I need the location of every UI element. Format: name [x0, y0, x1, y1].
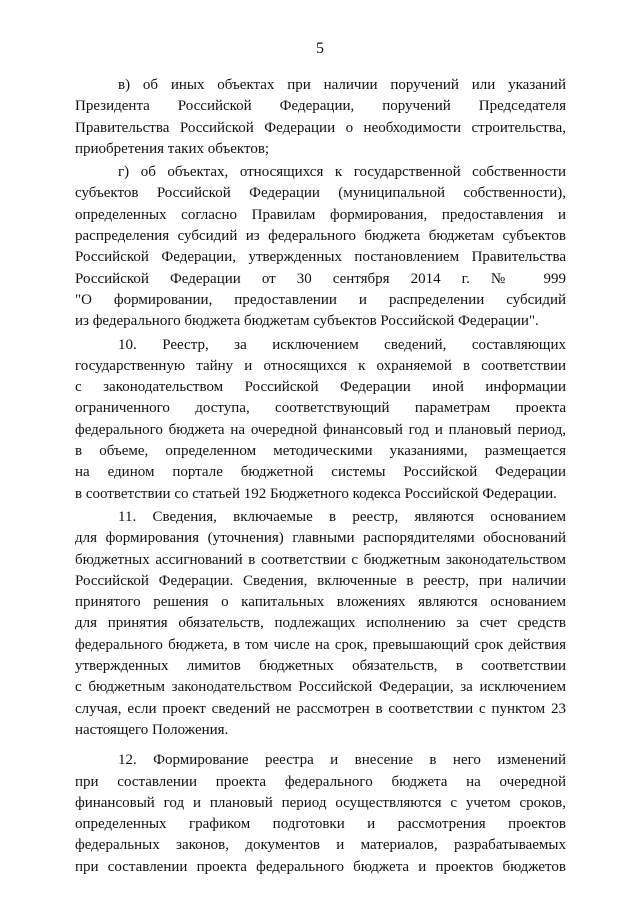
text-line: федеральных законов, документов и материалов, разрабатываемых [75, 837, 566, 854]
text-line: определенных графиком подготовки и рассмотрения проектов [75, 816, 566, 833]
text-line: утвержденных лимитов бюджетных обязательств, в соответствии [75, 658, 566, 675]
text-line: государственную тайну и относящихся к охраняемой в соответствии [75, 357, 566, 374]
text-line: ограниченного доступа, соответствующий параметрам проекта [75, 400, 566, 417]
text-line: 11. Сведения, включаемые в реестр, являются основанием [118, 508, 566, 525]
text-line: принятого решения о капитальных вложениях являются основанием [75, 594, 566, 611]
text-line: распределения субсидий из федерального бюджета бюджетам субъектов [75, 228, 566, 245]
text-line: Российской Федерации от 30 сентября 2014 г. № 999 [75, 270, 566, 287]
text-line: субъектов Российской Федерации (муниципальной собственности), [75, 185, 566, 202]
text-line: 10. Реестр, за исключением сведений, составляющих [118, 336, 566, 353]
text-line: случая, если проект сведений не рассмотрен в соответствии с пунктом 23 [75, 700, 566, 717]
text-line: Российской Федерации. Сведения, включенные в реестр, при наличии [75, 572, 566, 589]
paragraph-10 [75, 335, 566, 505]
text-line: определенных согласно Правилам формирования, предоставления и [75, 206, 566, 223]
text-line: с законодательством Российской Федерации иной информации [75, 379, 566, 396]
text-line: из федерального бюджета бюджетам субъектов Российской Федерации". [75, 313, 539, 330]
document-body [75, 75, 566, 878]
paragraph-v [75, 75, 566, 160]
text-line: финансовый год и плановый период осуществляются с учетом сроков, [75, 794, 566, 811]
text-line: федерального бюджета на очередной финансовый год и плановый период, [75, 421, 566, 438]
text-line: для формирования (уточнения) главными распорядителями обоснований [75, 530, 566, 547]
paragraph-g [75, 162, 566, 332]
text-line: с бюджетным законодательством Российской Федерации, за исключением [75, 679, 566, 696]
text-line: приобретения таких объектов; [75, 140, 270, 157]
text-line: федерального бюджета, в том числе на срок, превышающий срок действия [75, 636, 566, 653]
text-line: бюджетных ассигнований в соответствии с бюджетным законодательством [75, 551, 566, 568]
text-line: на едином портале бюджетной системы Российской Федерации [75, 464, 566, 481]
text-line: Российской Федерации, утвержденных постановлением Правительства [75, 249, 566, 266]
page-number: 5 [316, 40, 324, 57]
text-line: Правительства Российской Федерации о необходимости строительства, [75, 119, 566, 136]
text-line: г) об объектах, относящихся к государственной собственности [118, 164, 566, 181]
paragraph-12 [75, 750, 566, 878]
text-line: 12. Формирование реестра и внесение в него изменений [118, 752, 566, 769]
text-line: при составлении проекта федерального бюджета и проектов бюджетов [75, 858, 566, 875]
text-line: Президента Российской Федерации, поручений Председателя [75, 98, 566, 115]
text-line: в объеме, определенном методическими указаниями, размещается [75, 443, 566, 460]
text-line: при составлении проекта федерального бюджета на очередной [75, 773, 566, 790]
paragraph-11 [75, 507, 566, 741]
text-line: для принятия обязательств, подлежащих исполнению за счет средств [75, 615, 566, 632]
text-line: в соответствии со статьей 192 Бюджетного кодекса Российской Федерации. [75, 485, 557, 502]
text-line: "О формировании, предоставлении и распределении субсидий [75, 291, 566, 308]
text-line: в) об иных объектах при наличии поручений или указаний [118, 77, 566, 93]
text-line: настоящего Положения. [75, 721, 229, 738]
